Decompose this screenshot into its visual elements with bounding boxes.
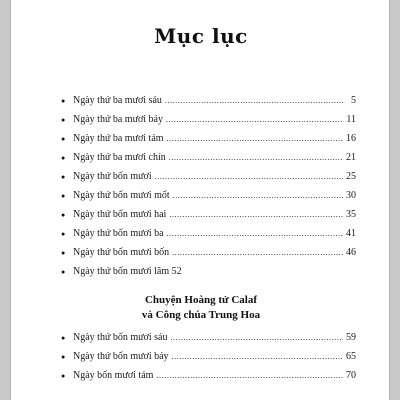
dot-leader: [173, 189, 343, 203]
toc-entry-label: Ngày thứ bốn mươi hai: [73, 209, 167, 220]
toc-entry-label: Ngày thứ bốn mươi sáu: [73, 332, 168, 343]
toc-entry-page: 5: [351, 95, 356, 106]
bullet-icon: ●: [61, 154, 66, 162]
toc-entry-page: 16: [346, 133, 356, 144]
toc-entry[interactable]: [61, 369, 356, 383]
bullet-icon: ●: [61, 268, 66, 276]
toc-entry[interactable]: [61, 227, 356, 241]
toc-entry-page: 70: [346, 370, 356, 381]
toc-entry-page: 41: [346, 228, 356, 239]
toc-entry-label: Ngày thứ bốn mươi mốt: [73, 190, 170, 201]
bullet-icon: ●: [61, 173, 66, 181]
dot-leader: [156, 369, 343, 383]
dot-leader: [167, 227, 343, 241]
dot-leader: [169, 208, 343, 222]
toc-entry[interactable]: [61, 94, 356, 108]
dot-leader: [172, 350, 343, 364]
toc-entry-label: Ngày thứ ba mươi tám: [73, 133, 164, 144]
dot-leader: [170, 331, 343, 345]
toc-entry[interactable]: [61, 113, 356, 127]
toc-entry-page: 46: [346, 247, 356, 258]
dot-leader: [165, 94, 345, 108]
toc-entry-page: 30: [346, 190, 356, 201]
toc-entry-page: 35: [346, 209, 356, 220]
toc-entry-label: Ngày thứ bốn mươi bảy: [73, 351, 169, 362]
toc-entry[interactable]: [61, 151, 356, 165]
dot-leader: [155, 170, 343, 184]
toc-entry-page: 25: [346, 171, 356, 182]
toc-entry[interactable]: [61, 265, 356, 279]
toc-entry[interactable]: [61, 246, 356, 260]
toc-entry-label: Ngày thứ ba mươi bảy: [73, 114, 163, 125]
bullet-icon: ●: [61, 135, 66, 143]
section-heading-line1: Chuyện Hoàng tử Calaf: [144, 294, 258, 306]
bullet-icon: ●: [61, 116, 66, 124]
dot-leader: [172, 246, 343, 260]
bullet-icon: ●: [61, 192, 66, 200]
toc-entry-page: 65: [346, 351, 356, 362]
bullet-icon: ●: [61, 230, 66, 238]
toc-entry-label: Ngày thứ ba mươi sáu: [73, 95, 162, 106]
bullet-icon: ●: [61, 249, 66, 257]
toc-entry-label: Ngày thứ bốn mươi ba: [73, 228, 164, 239]
toc-entry-page: 21: [346, 152, 356, 163]
bullet-icon: ●: [61, 97, 66, 105]
toc-entry[interactable]: [61, 170, 356, 184]
toc-entry-page: 59: [346, 332, 356, 343]
toc-entry-page: 11: [346, 114, 356, 125]
section-heading-line2: và Công chúa Trung Hoa: [141, 309, 261, 321]
page-title: Mục lục: [154, 24, 248, 48]
toc-entry-label: Ngày thứ bốn mươi bốn: [73, 247, 170, 258]
bullet-icon: ●: [61, 372, 66, 380]
toc-entry[interactable]: [61, 189, 356, 203]
toc-entry[interactable]: [61, 331, 356, 345]
toc-entry[interactable]: [61, 350, 356, 364]
toc-entry[interactable]: [61, 132, 356, 146]
dot-leader: [166, 113, 343, 127]
bullet-icon: ●: [61, 353, 66, 361]
dot-leader: [167, 132, 343, 146]
toc-entry-label: Ngày bốn mươi tám: [73, 370, 154, 381]
bullet-icon: ●: [61, 334, 66, 342]
toc-entry[interactable]: [61, 208, 356, 222]
bullet-icon: ●: [61, 211, 66, 219]
toc-entry-label: Ngày thứ bốn mươi lăm 52: [73, 266, 182, 277]
toc-entry-label: Ngày thứ bốn mươi: [73, 171, 152, 182]
dot-leader: [169, 151, 343, 165]
toc-entry-label: Ngày thứ ba mươi chín: [73, 152, 166, 163]
book-page: [10, 0, 390, 400]
